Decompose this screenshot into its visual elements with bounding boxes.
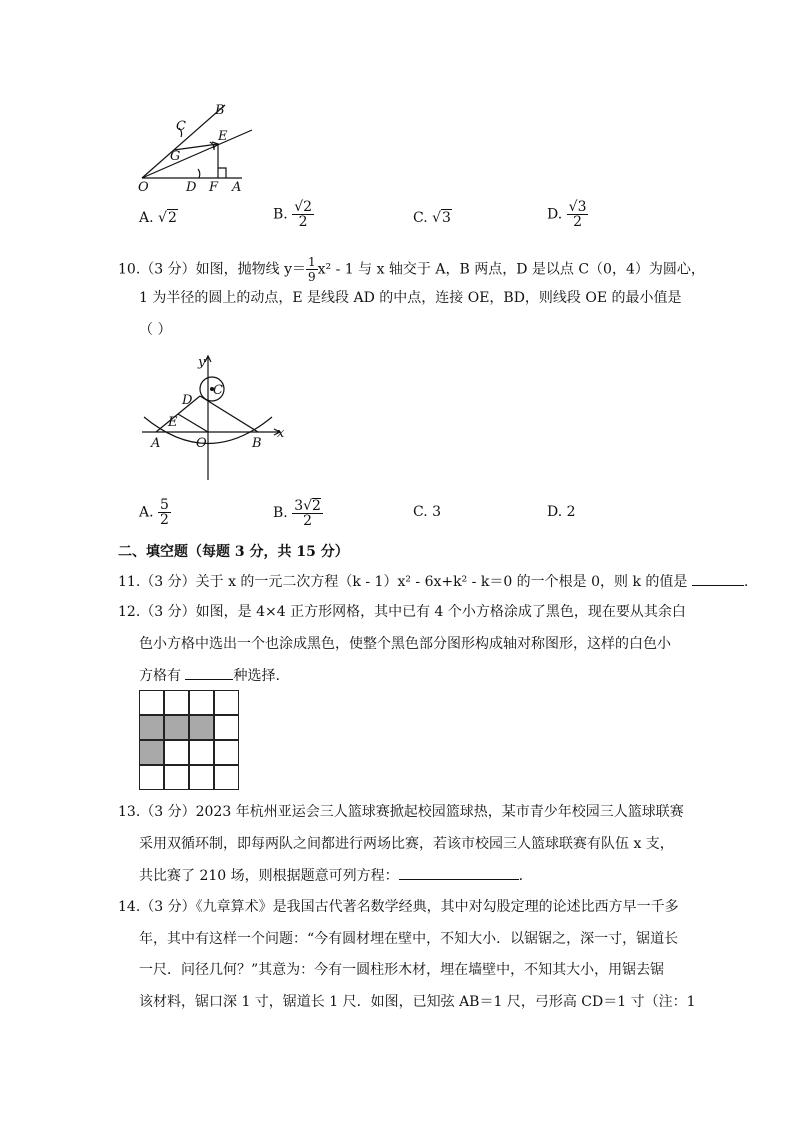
q9-option-d-letter: D. [547,206,563,223]
q10-figure [140,352,290,484]
q9-option-a-value: √2 [158,210,177,226]
q12-line2: 色小方格中选出一个也涂成黑色，使整个黑色部分图形构成轴对称图形，这样的白色小 [139,636,671,652]
q10-option-b[interactable]: B. $\frac{3√2}{2}$ [273,498,321,529]
q14-line4: 该材料，锯口深 1 寸，锯道长 1 尺．如图，已知弦 AB＝1 尺，弓形高 CD＝1 寸（注：1 [139,994,696,1010]
q10-line1: 10.（3 分）如图，抛物线 y＝ $\frac{1}{9}$ x² - 1 与 x 轴交于 A，B 两点，D 是以点 C（0，4）为圆心， [118,255,705,284]
q13-blank[interactable] [399,867,519,880]
q9-option-d-value: $\frac{√3}{2}$ [568,199,587,230]
q9-option-d[interactable] [547,200,588,229]
q13-line3: 共比赛了 210 场，则根据题意可列方程： . [139,868,524,884]
q9-option-b-value: $\frac{√2}{2}$ [294,199,313,230]
q10-label-E: E [168,415,178,430]
q10-label-B: B [252,436,262,451]
q14-line2: 年，其中有这样一个问题：“今有圆材埋在壁中，不知大小．以锯锯之，深一寸，锯道长 [139,931,679,947]
q9-option-c-value: √3 [432,210,451,226]
q13-line1: 13.（3 分）2023 年杭州亚运会三人篮球赛掀起校园篮球热，某市青少年校园三人篮球联赛 [118,804,684,820]
q11-text: 11.（3 分）关于 x 的一元二次方程（k - 1）x² - 6x+k² - k＝0 的一个根是 0，则 k 的值是 . [118,574,749,590]
q9-option-a[interactable] [139,210,178,226]
q9-option-a-letter: A. [139,210,154,226]
section-title: 二、填空题（每题 3 分，共 15 分） [118,544,349,560]
q10-label-x: x [277,426,285,441]
q10-label-y: y [198,355,206,370]
q10-line2: 1 为半径的圆上的动点，E 是线段 AD 的中点，连接 OE，BD，则线段 OE 的最小值是 [139,290,682,306]
q9-label-A: A [232,180,242,195]
q10-option-d[interactable]: D. 2 [547,504,576,520]
q14-line1: 14.（3 分）《九章算术》是我国古代著名数学经典，其中对勾股定理的论述比西方早一千多 [118,899,679,915]
q9-figure [130,100,270,195]
q9-label-F: F [209,180,219,195]
q12-grid [139,690,239,790]
q9-label-G: G [170,149,181,164]
q11-blank[interactable] [692,573,744,586]
q10-option-c[interactable]: C. 3 [413,504,442,520]
q10-label-A: A [151,436,161,451]
q9-option-b[interactable] [273,200,314,229]
q12-line1: 12.（3 分）如图，是 4×4 正方形网格，其中已有 4 个小方格涂成了黑色，现在要从其余白 [118,604,686,620]
q10-label-O: O [196,436,207,451]
q12-line3: 方格有 种选择. [139,668,280,684]
q9-option-b-letter: B. [273,206,288,223]
q10-label-D: D [182,393,193,408]
q10-option-a[interactable]: A. $\frac{5}{2}$ [139,497,169,528]
q9-option-c[interactable] [413,210,452,226]
q12-blank[interactable] [185,667,233,680]
q9-label-D: D [186,180,197,195]
q13-line2: 采用双循环制，即每两队之间都进行两场比赛，若该市校园三人篮球联赛有队伍 x 支， [139,836,674,852]
q9-option-c-letter: C. [413,210,428,226]
q9-label-B: B [215,103,225,118]
q9-label-E: E [218,129,228,144]
q9-label-C: C [176,119,186,134]
q10-label-C: C [213,383,223,398]
q9-label-O: O [138,180,149,195]
q10-line3: （ ） [139,322,172,338]
q14-line3: 一尺．问径几何？”其意为：今有一圆柱形木材，埋在墙壁中，不知其大小，用锯去锯 [139,962,665,978]
